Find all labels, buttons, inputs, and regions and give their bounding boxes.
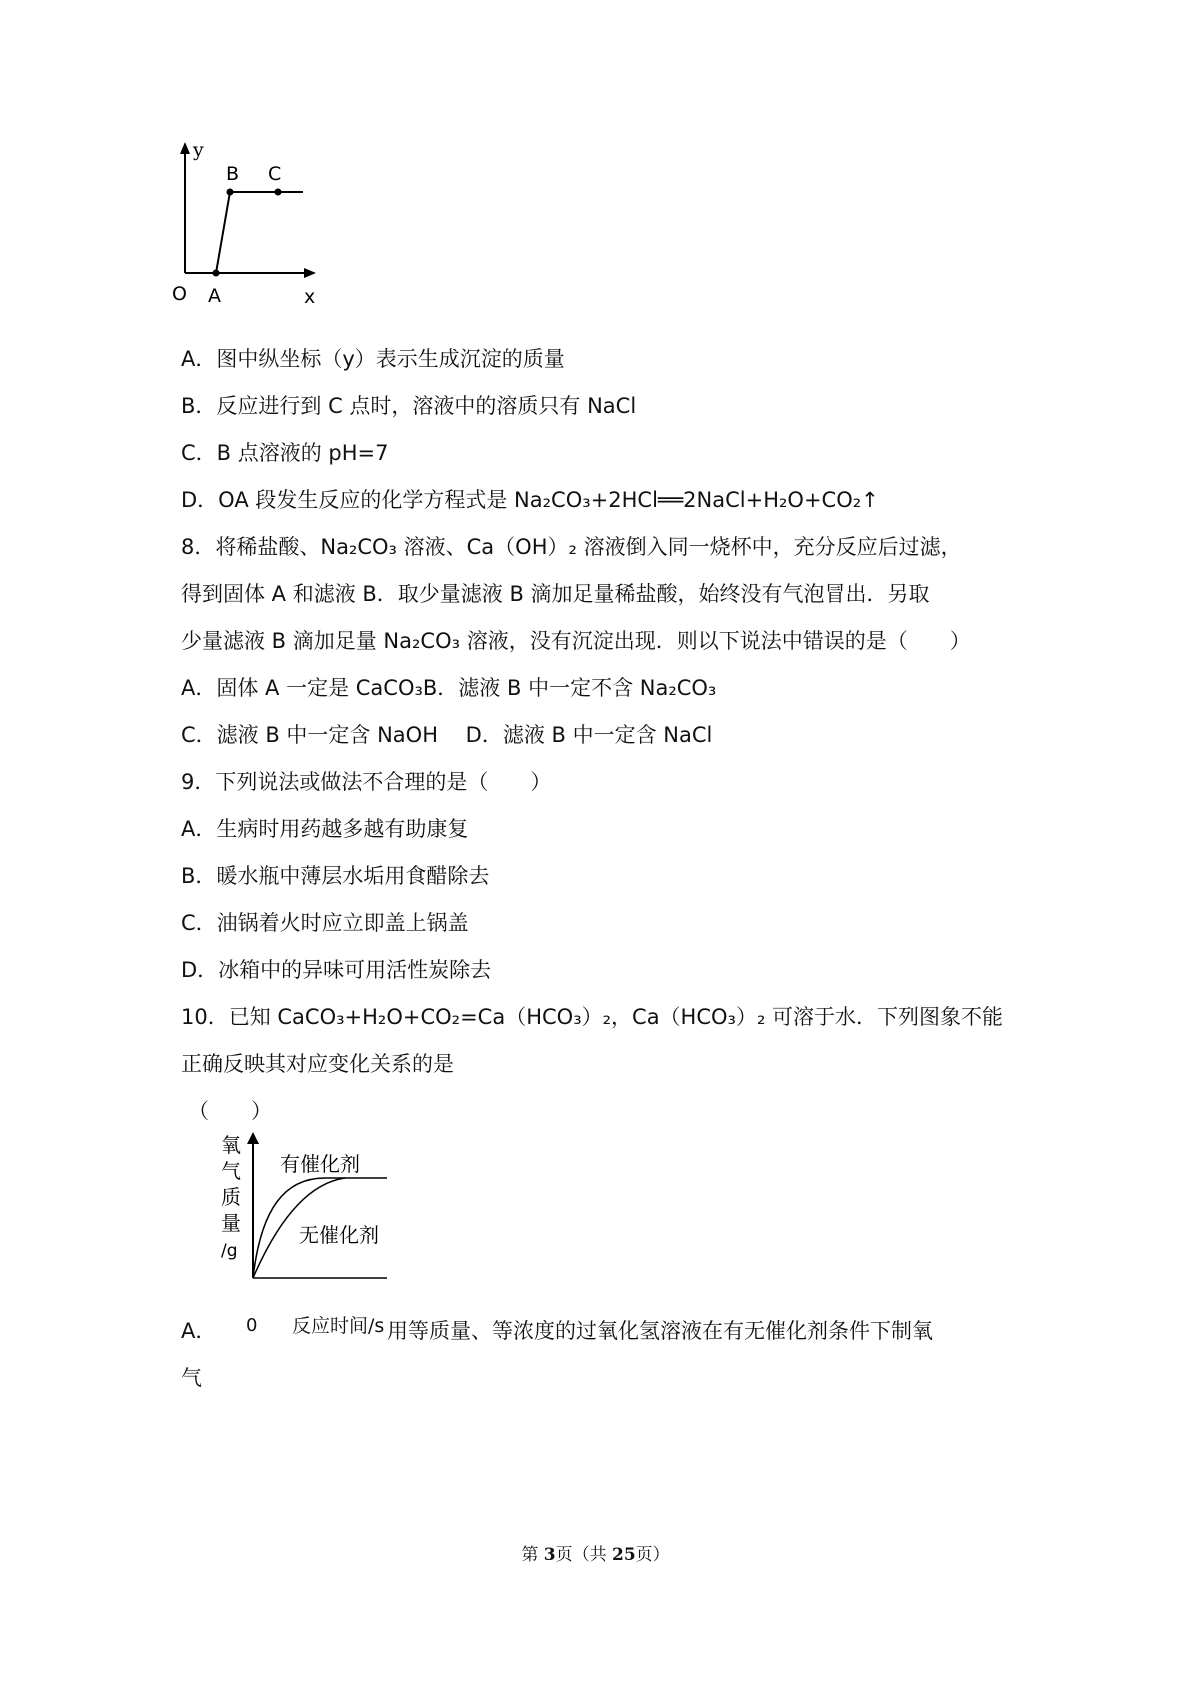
y-axis-label-char-1: 氧 [221, 1133, 241, 1157]
point-c-dot [275, 189, 282, 196]
footer-post: 页） [635, 1545, 670, 1565]
q7-option-d-prefix: D．OA 段发生反应的化学方程式是 [181, 488, 515, 512]
q10-option-a-letter: A． [181, 1319, 217, 1343]
y-axis-unit: /g [221, 1241, 238, 1261]
q8-stem-line3: 少量滤液 B 滴加足量 Na₂CO₃ 溶液，没有沉淀出现．则以下说法中错误的是（ ） [181, 629, 971, 653]
q7-option-a: A．图中纵坐标（y）表示生成沉淀的质量 [181, 347, 565, 371]
curve1-label: 有催化剂 [280, 1152, 360, 1176]
x-axis-label: x [304, 286, 316, 308]
y-axis-label: y [193, 140, 204, 161]
y-axis-label-char-2: 气 [221, 1159, 241, 1183]
curve2-label: 无催化剂 [299, 1223, 379, 1247]
y-axis-arrow [180, 142, 190, 154]
q9-stem: 9．下列说法或做法不合理的是（ ） [181, 770, 552, 794]
page-footer [0, 1540, 1191, 1565]
q7-option-d [181, 485, 879, 515]
q10-option-a-text-cont: 气 [181, 1366, 202, 1390]
graph2-x-axis-label: 反应时间/s [292, 1315, 385, 1337]
q10-answer-paren: （ ） [188, 1099, 272, 1123]
y-axis-label-char-4: 量 [221, 1211, 241, 1235]
origin-label: O [172, 283, 187, 305]
q8-options-ab: A．固体 A 一定是 CaCO₃B．滤液 B 中一定不含 Na₂CO₃ [181, 676, 717, 700]
q8-stem-line2: 得到固体 A 和滤液 B．取少量滤液 B 滴加足量稀盐酸，始终没有气泡冒出．另取 [181, 582, 930, 606]
q9-option-a: A．生病时用药越多越有助康复 [181, 817, 469, 841]
graph-reaction-precipitate [170, 140, 340, 315]
point-a-dot [213, 270, 220, 277]
q7-option-d-equation: Na₂CO₃+2HCl══2NaCl+H₂O+CO₂↑ [514, 488, 879, 512]
q7-option-c: C．B 点溶液的 pH=7 [181, 441, 389, 465]
q7-option-b: B．反应进行到 C 点时，溶液中的溶质只有 NaCl [181, 394, 637, 418]
point-c-label: C [268, 163, 282, 185]
point-b-label: B [226, 163, 240, 185]
q8-stem-line1: 8．将稀盐酸、Na₂CO₃ 溶液、Ca（OH）₂ 溶液倒入同一烧杯中，充分反应后过滤， [181, 535, 962, 559]
q10-stem-line2: 正确反映其对应变化关系的是 [181, 1052, 454, 1076]
point-b-dot [227, 189, 234, 196]
point-a-label: A [208, 285, 221, 307]
graph2-origin: 0 [246, 1315, 258, 1336]
q9-option-d: D．冰箱中的异味可用活性炭除去 [181, 958, 492, 982]
footer-mid: 页（共 [555, 1545, 612, 1565]
q10-option-a-text: 用等质量、等浓度的过氧化氢溶液在有无催化剂条件下制氧 [387, 1319, 933, 1343]
footer-pre: 第 [521, 1545, 544, 1565]
graph-catalyst-oxygen [215, 1128, 395, 1318]
footer-page-number: 3 [543, 1545, 556, 1565]
y-axis-label-char-3: 质 [221, 1185, 241, 1209]
y-axis-arrow [247, 1132, 259, 1144]
footer-total-pages: 25 [611, 1545, 636, 1565]
data-line [216, 192, 303, 273]
x-axis-arrow [304, 268, 316, 278]
q10-stem-line1: 10．已知 CaCO₃+H₂O+CO₂=Ca（HCO₃）₂，Ca（HCO₃）₂ 可溶于水．下列图象不能 [181, 1005, 1004, 1029]
q8-options-cd: C．滤液 B 中一定含 NaOH D．滤液 B 中一定含 NaCl [181, 723, 713, 747]
q9-option-b: B．暖水瓶中薄层水垢用食醋除去 [181, 864, 490, 888]
q9-option-c: C．油锅着火时应立即盖上锅盖 [181, 911, 469, 935]
